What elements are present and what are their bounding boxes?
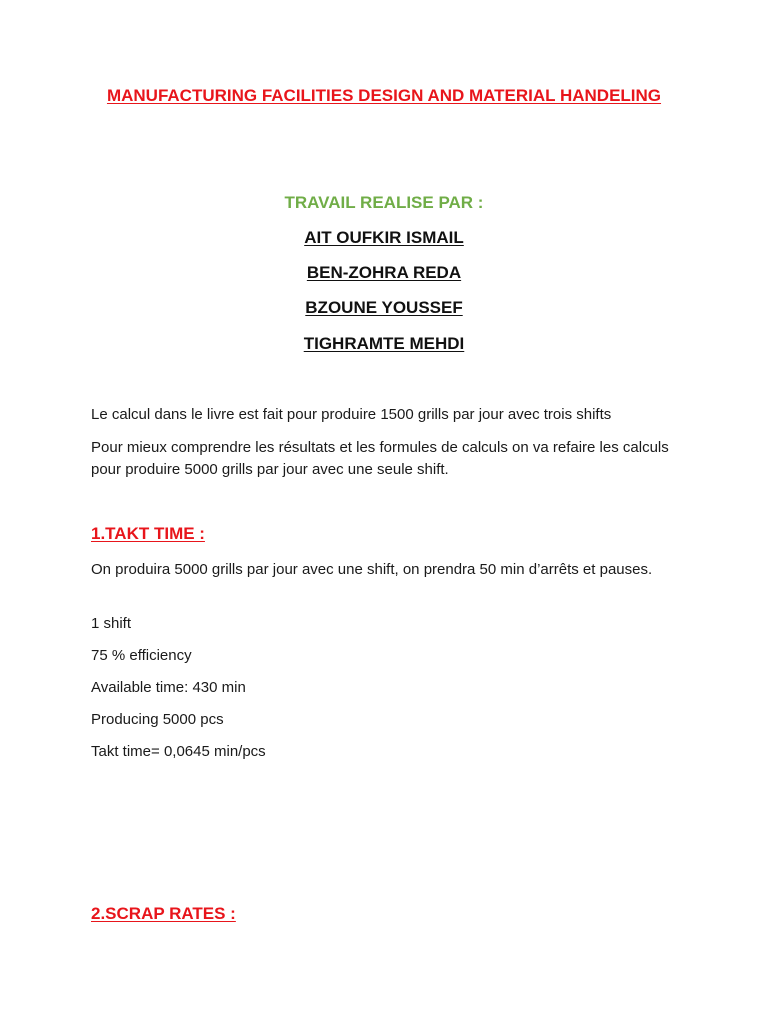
takt-line: 1 shift (91, 615, 132, 632)
takt-line: Available time: 430 min (91, 679, 246, 696)
author-name: TIGHRAMTE MEHDI (303, 334, 465, 353)
author-name: BEN-ZOHRA REDA (306, 263, 462, 282)
takt-time-paragraph: On produira 5000 grills par jour avec une shift, on prendra 50 min d’arrêts et pauses. (91, 561, 653, 578)
section-heading-takt-time: 1.TAKT TIME : (91, 524, 205, 543)
document-title: MANUFACTURING FACILITIES DESIGN AND MATERIAL HANDELING (106, 86, 662, 105)
section-heading-scrap-rates: 2.SCRAP RATES : (91, 904, 236, 923)
intro-paragraph: Le calcul dans le livre est fait pour produire 1500 grills par jour avec trois shifts (91, 406, 612, 423)
takt-line: 75 % efficiency (91, 647, 192, 664)
takt-line: Producing 5000 pcs (91, 711, 224, 728)
author-name: BZOUNE YOUSSEF (305, 298, 463, 317)
credit-heading: TRAVAIL REALISE PAR : (284, 193, 484, 212)
author-name: AIT OUFKIR ISMAIL (304, 228, 464, 247)
intro-paragraph: Pour mieux comprendre les résultats et les formules de calculs on va refaire les calculs pour produire 5000 grills par jour avec une seule shift. (91, 439, 669, 478)
takt-line: Takt time= 0,0645 min/pcs (91, 743, 266, 760)
